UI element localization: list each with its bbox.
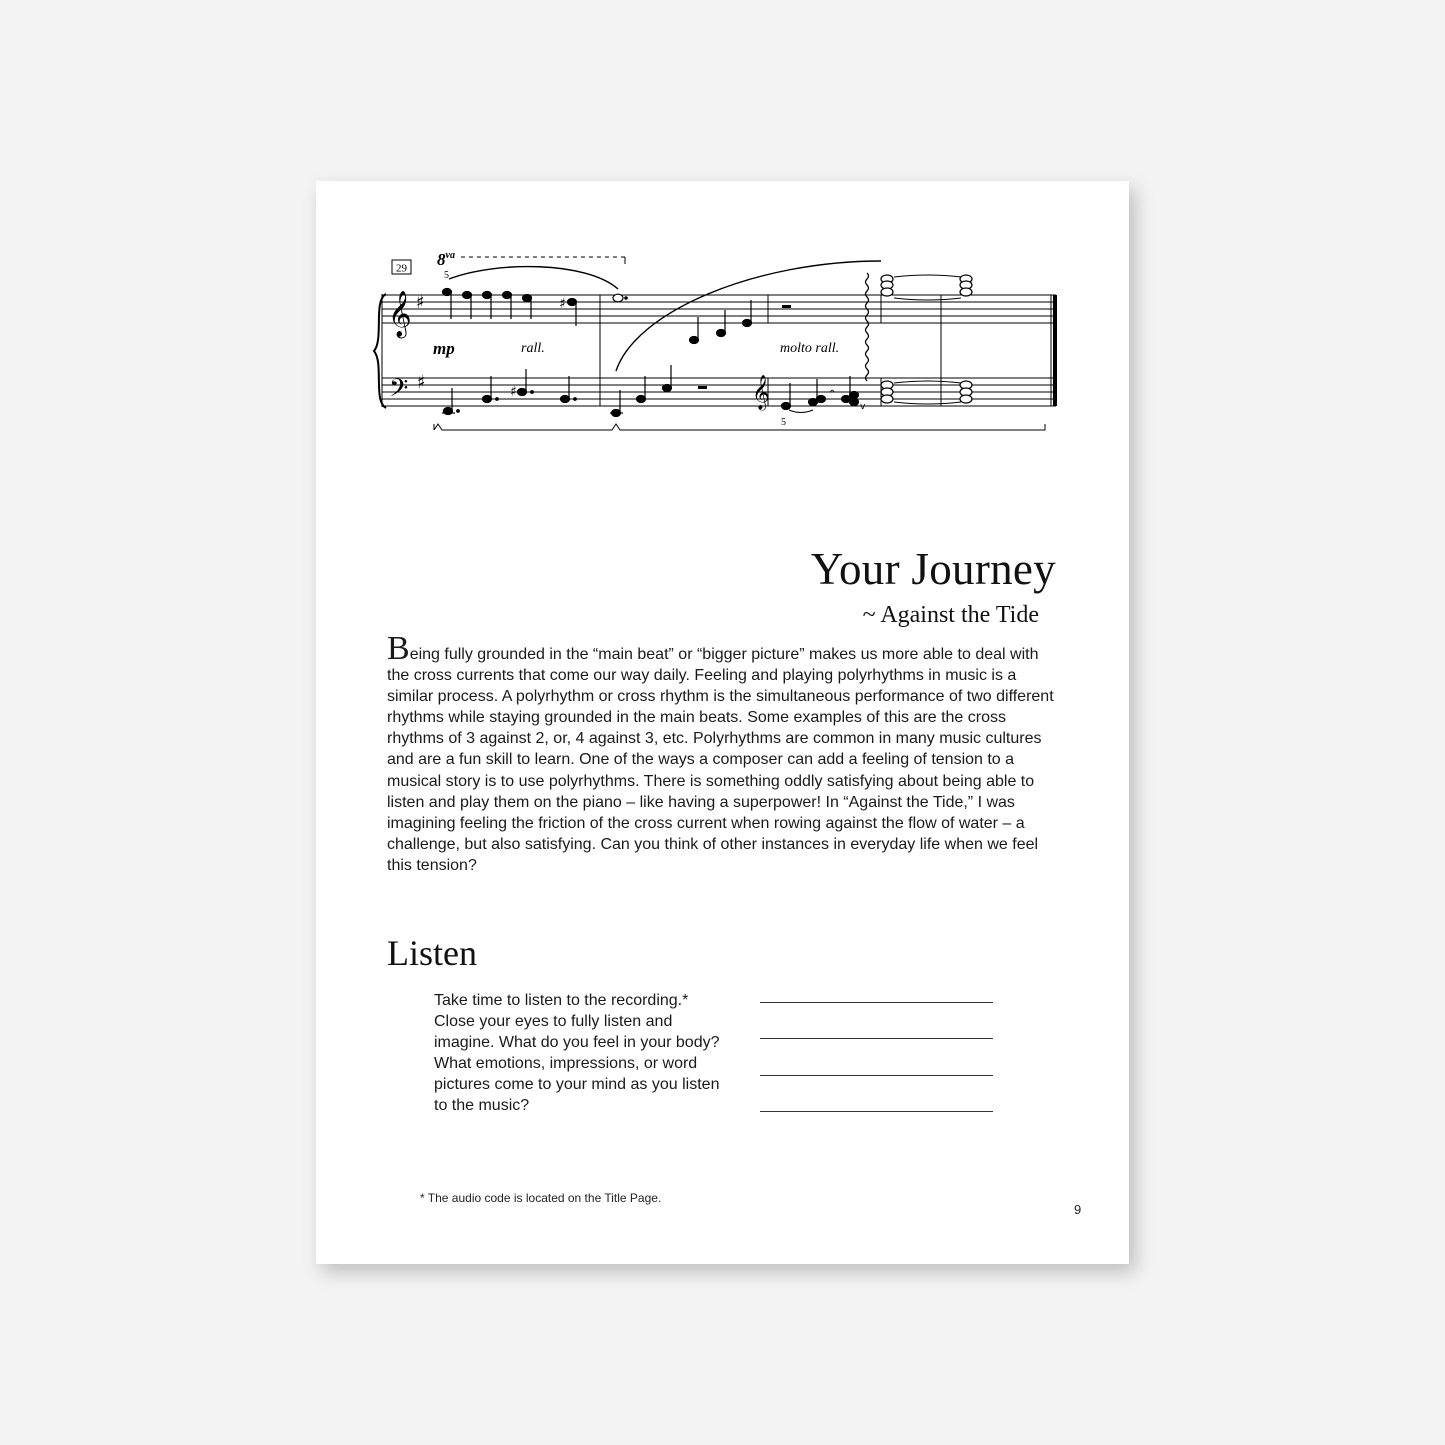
svg-text:𝄢: 𝄢 <box>389 374 409 409</box>
svg-text:8va <box>437 250 455 269</box>
answer-line[interactable] <box>760 1075 993 1076</box>
ottava-mark: 8 <box>437 250 446 269</box>
intro-text: eing fully grounded in the “main beat” or “bigger picture” makes us more able to deal with the cross currents that come our way daily. Feeling and playing polyrhythms in music is a similar process. A polyrhythm or cross rhythm is the simultaneous performance of two different rhythms while staying grounded in the main beats. Some examples of this are the cross rhythms of 3 against 2, or, 4 against 3, etc. Polyrhythms are common in many music cultures and are a fun skill to learn. One of the ways a composer can add a feeling of tension to a musical story is to use polyrhythms. There is something oddly satisfying about being able to listen and play them on the piano – like having a superpower! In “Against the Tide,” I was imagining feeling the friction of the cross current when rowing against the flow of water – a challenge, but also satisfying. Can you think of other instances in everyday life when we feel this tension? <box>387 646 1054 874</box>
answer-line[interactable] <box>760 1002 993 1003</box>
svg-text:♯: ♯ <box>417 372 426 393</box>
book-page <box>316 181 1129 1264</box>
answer-line[interactable] <box>760 1038 993 1039</box>
page-subtitle: ~ Against the Tide <box>862 602 1039 628</box>
intro-paragraph <box>387 630 1062 876</box>
fingering-bass: 5 <box>781 417 786 428</box>
page-number: 9 <box>1074 1202 1082 1217</box>
listen-prompt: Take time to listen to the recording.* Close your eyes to fully listen and imagine. What do you feel in your body? What emotions, impressions, or word pictures come to your mind as you listen to the music? <box>434 992 720 1115</box>
listen-heading: Listen <box>387 933 477 973</box>
answer-line[interactable] <box>760 1111 993 1112</box>
molto-rall-mark: molto rall. <box>780 341 840 356</box>
page-title: Your Journey <box>810 544 1056 594</box>
fingering-treble: 5 <box>444 270 449 281</box>
svg-text:^: ^ <box>828 389 837 400</box>
rall-mark: rall. <box>521 341 545 356</box>
footnote: * The audio code is located on the Title Page. <box>420 1191 662 1205</box>
svg-text:v: v <box>860 402 866 412</box>
ottava-suffix: va <box>445 250 455 261</box>
drop-cap: B <box>387 630 410 667</box>
svg-text:𝄞: 𝄞 <box>388 291 412 337</box>
sheet-music-excerpt <box>316 181 1129 451</box>
svg-text:♯: ♯ <box>559 296 566 312</box>
svg-text:♯: ♯ <box>416 292 425 313</box>
svg-text:𝄞: 𝄞 <box>752 375 770 410</box>
dynamic-mark: mp <box>433 339 455 358</box>
svg-text:♯: ♯ <box>510 384 517 400</box>
measure-number: 29 <box>396 262 407 275</box>
